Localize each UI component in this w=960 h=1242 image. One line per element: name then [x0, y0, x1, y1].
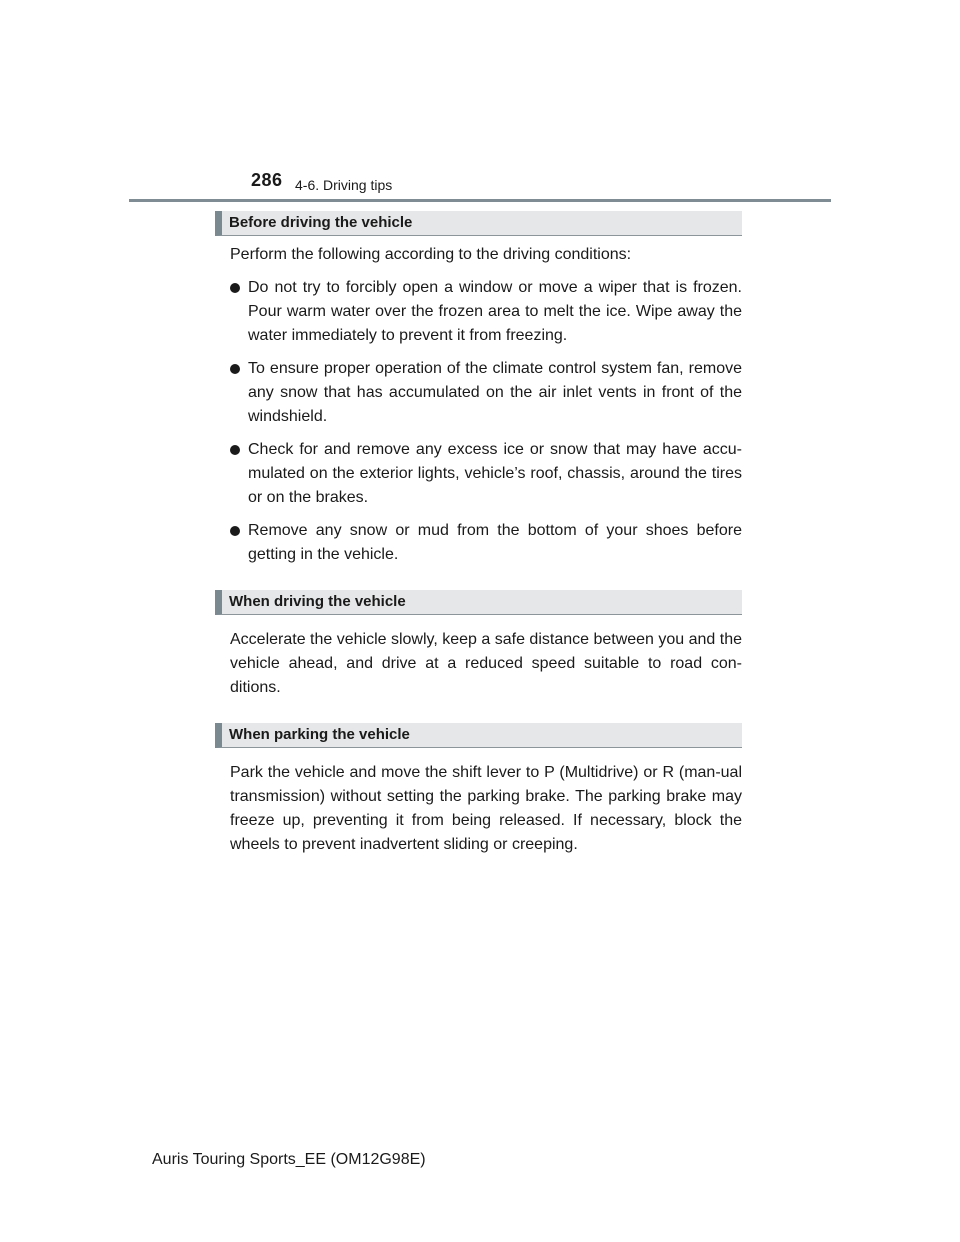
bullet-icon: [230, 526, 240, 536]
header-rule: [129, 199, 831, 202]
section-heading-when-driving: When driving the vehicle: [215, 590, 742, 615]
bullet-icon: [230, 364, 240, 374]
bullet-icon: [230, 283, 240, 293]
page-content: [215, 211, 742, 857]
list-item-text: Do not try to forcibly open a window or move a wiper that is frozen. Pour warm water over the frozen area to melt the ice. Wipe away the water immediately to prevent it from freezing.: [248, 279, 742, 344]
footer-title: Auris Touring Sports_EE (OM12G98E): [152, 1151, 426, 1168]
section-intro: Perform the following according to the driving conditions:: [230, 246, 632, 263]
bullet-icon: [230, 445, 240, 455]
section-body: Accelerate the vehicle slowly, keep a safe distance between you and the vehicle ahead, and drive at a reduced speed suitable to road con-ditions.: [230, 631, 743, 696]
list-item: [230, 357, 742, 429]
chapter-title: 4-6. Driving tips: [295, 177, 393, 193]
section-heading-when-parking: When parking the vehicle: [215, 723, 742, 748]
page-number: 286: [251, 170, 283, 190]
list-item-text: Check for and remove any excess ice or snow that may have accu-mulated on the exterior lights, vehicle’s roof, chassis, around the tires or on the brakes.: [248, 441, 742, 506]
list-item-text: To ensure proper operation of the climate control system fan, remove any snow that has accumulated on the air inlet vents in front of the windshield.: [248, 360, 742, 425]
section-body: Park the vehicle and move the shift lever to P (Multidrive) or R (man-ual transmission) without setting the parking brake. The parking brake may freeze up, preventing it from being released. If necessary, block the wheels to prevent inadvertent sliding or creeping.: [230, 764, 742, 853]
section-heading-before-driving: Before driving the vehicle: [215, 211, 742, 236]
list-item-text: Remove any snow or mud from the bottom of your shoes before getting in the vehicle.: [248, 522, 742, 563]
list-item: [230, 438, 742, 510]
list-item: [230, 276, 742, 348]
bullet-list: [215, 276, 742, 567]
list-item: [230, 519, 742, 567]
